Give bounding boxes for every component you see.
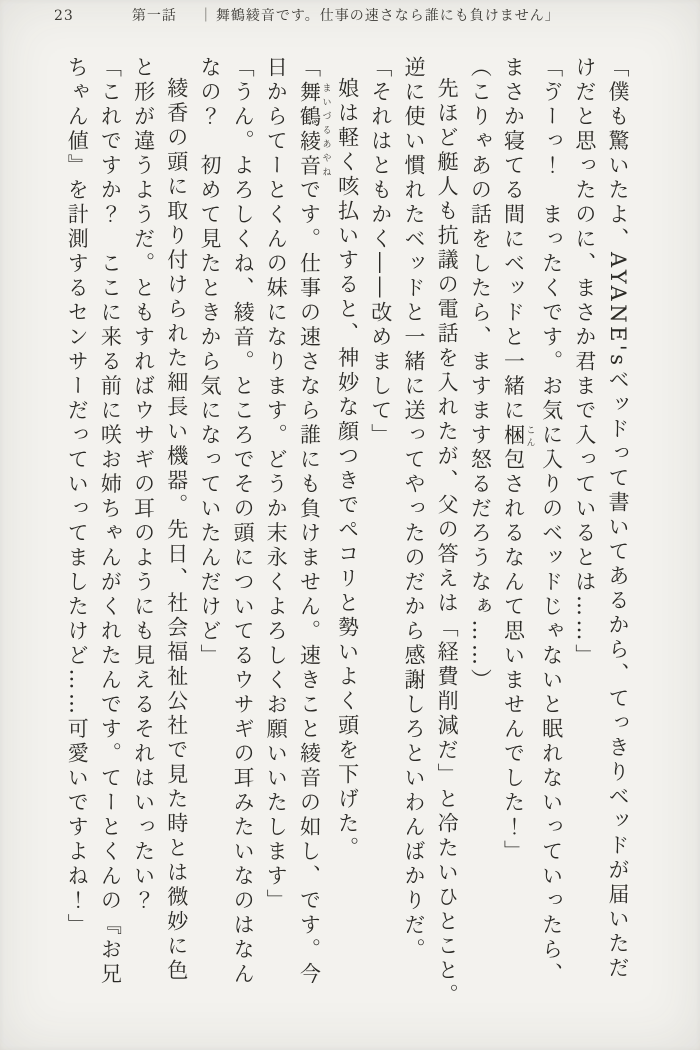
ruby-annotated-word: 梱 こん — [501, 423, 535, 448]
novel-text — [60, 56, 634, 1032]
text-column: 「それはともかく――改めまして」 — [368, 56, 393, 448]
chapter-label: 第一話 — [131, 8, 177, 24]
text-column: まさか寝てる間にベッドと一緒に梱 こん包されるなんて思いませんでした！」 — [501, 56, 535, 865]
text-column: と形が違うようだ。ともすればウサギの耳のようにも見えるそれはいったい？ — [131, 56, 156, 914]
text-column: 「うん。よろしくね、綾音。ところでその頭についてるウサギの耳みたいなのはなん — [231, 56, 256, 987]
text-column: 逆に使い慣れたベッドと一緒に送ってやったのだから感謝しろといわんばかりだ。 — [401, 56, 426, 963]
chapter-title-divider: ｜ — [198, 8, 214, 24]
chapter-title: 舞鶴綾音です。仕事の速さなら誰にも負けません」 — [215, 8, 560, 24]
text-column: 「ゔーっ！ まったくです。お気に入りのベッドじゃないと眠れないっていったら、 — [539, 56, 564, 987]
text-column: 日からてーとくんの妹になります。どうか末永くよろしくお願いいたします」 — [264, 56, 289, 914]
page-number: 23 — [54, 8, 74, 24]
running-head — [54, 5, 660, 25]
text-column: 「これですか？ ここに来る前に咲お姉ちゃんがくれたんです。てーとくんの『お兄 — [98, 56, 123, 987]
text-column: ちゃん値』を計測するセンサーだっていってましたけど……可愛いですよね！」 — [65, 56, 90, 938]
text-column: 「僕も驚いたよ、AYANE'sベッドって書いてあるから、てっきりベッドが届いただ — [606, 56, 630, 981]
text-column: なの？ 初めて見たときから気になっていたんだけど」 — [197, 56, 222, 669]
text-column: 綾香の頭に取り付けられた細長い機器。先日、社会福祉公社で見た時とは微妙に色 — [164, 77, 189, 984]
ruby-annotated-word: 舞鶴綾音 まいづるあやね — [297, 80, 331, 179]
text-column: 先ほど艇人も抗議の電話を入れたが、父の答えは「経費削減だ」と冷たいひとこと。 — [435, 77, 460, 1008]
text-column: 娘は軽く咳払いすると、神妙な顔つきでペコリと勢いよく頭を下げた。 — [335, 77, 360, 861]
text-column: 「舞鶴綾音 まいづるあやねです。仕事の速さなら誰にも負けません。速きこと綾音の如し、です。今 — [297, 56, 331, 987]
text-column: （こりゃあの話をしたら、ますます怒るだろうなぁ……） — [468, 56, 493, 693]
text-column: けだと思ったのに、まさか君まで入っているとは……」 — [572, 56, 597, 669]
